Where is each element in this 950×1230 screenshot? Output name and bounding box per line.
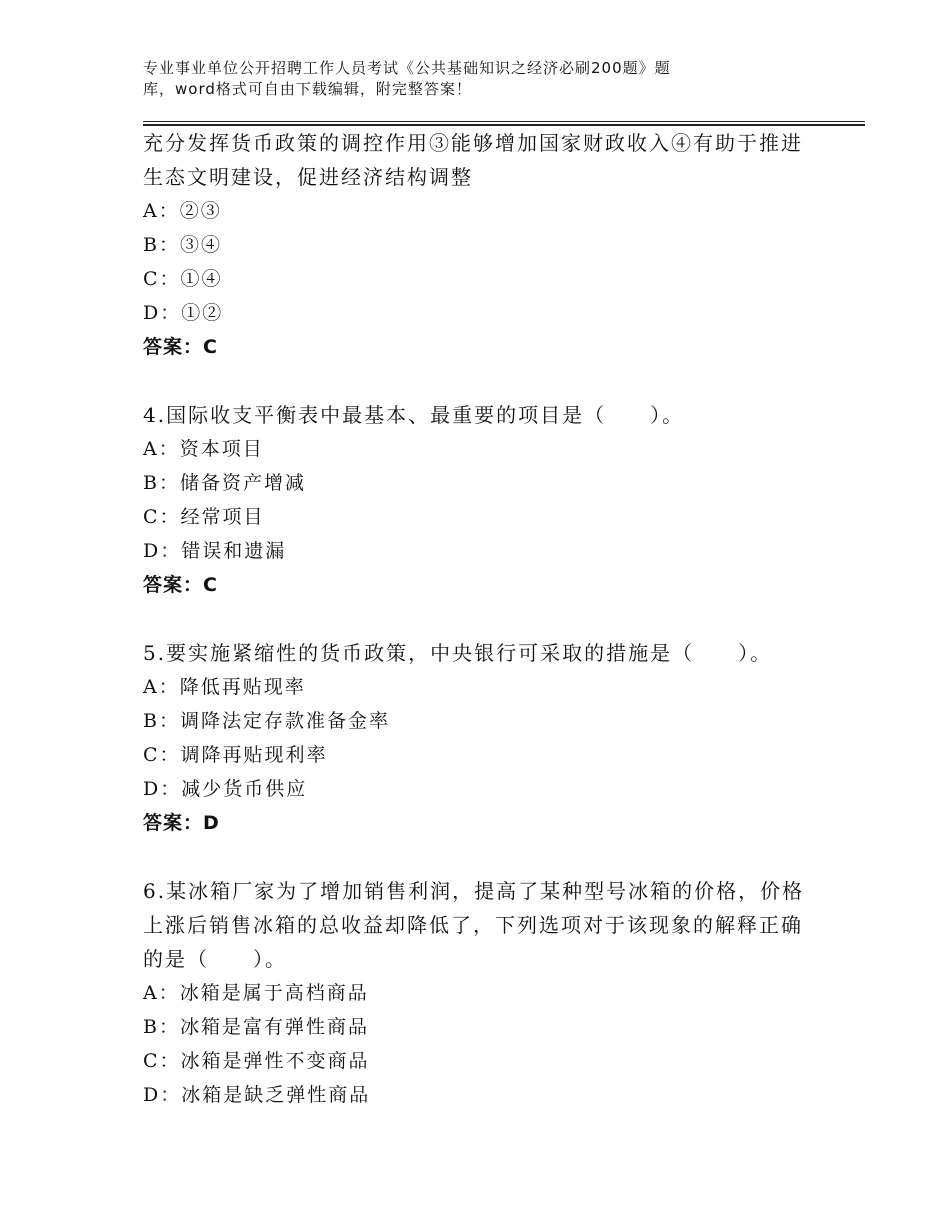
question-text-line: 4.国际收支平衡表中最基本、最重要的项目是（ ）。: [143, 403, 685, 427]
option-a: A：冰箱是属于高档商品: [143, 982, 369, 1004]
question-text-line: 充分发挥货币政策的调控作用③能够增加国家财政收入④有助于推进: [143, 131, 803, 155]
option-a: A：资本项目: [143, 438, 264, 460]
option-c: C：①④: [143, 268, 223, 290]
option-c: C：冰箱是弹性不变商品: [143, 1050, 370, 1072]
question-text-line: 上涨后销售冰箱的总收益却降低了，下列选项对于该现象的解释正确: [143, 913, 803, 937]
question-3: [143, 126, 863, 364]
answer-label: 答案：C: [143, 574, 218, 596]
option-b: B：储备资产增减: [143, 472, 306, 494]
spacer: [143, 840, 863, 874]
option-d: D：减少货币供应: [143, 778, 308, 800]
option-d: D：①②: [143, 302, 224, 324]
option-c: C：经常项目: [143, 506, 265, 528]
header-line-1: 专业事业单位公开招聘工作人员考试《公共基础知识之经济必刷200题》题: [143, 59, 671, 77]
question-text-line: 6.某冰箱厂家为了增加销售利润，提高了某种型号冰箱的价格，价格: [143, 879, 805, 903]
question-text-line: 的是（ ）。: [143, 947, 287, 971]
option-b: B：③④: [143, 234, 222, 256]
option-b: B：调降法定存款准备金率: [143, 710, 390, 732]
header-line-2: 库，word格式可自由下载编辑，附完整答案！: [143, 80, 472, 98]
option-b: B：冰箱是富有弹性商品: [143, 1016, 369, 1038]
answer-label: 答案：C: [143, 336, 218, 358]
question-text-line: 生态文明建设，促进经济结构调整: [143, 165, 473, 189]
option-c: C：调降再贴现利率: [143, 744, 328, 766]
question-6: [143, 874, 863, 1112]
option-d: D：冰箱是缺乏弹性商品: [143, 1084, 371, 1106]
question-4: [143, 398, 863, 602]
document-body: [143, 126, 863, 1112]
question-text-line: 5.要实施紧缩性的货币政策，中央银行可采取的措施是（ ）。: [143, 641, 773, 665]
answer-label: 答案：D: [143, 812, 220, 834]
option-a: A：降低再贴现率: [143, 676, 306, 698]
header-rule-thin: [143, 121, 865, 122]
spacer: [143, 364, 863, 398]
question-5: [143, 636, 863, 840]
option-a: A：②③: [143, 200, 222, 222]
option-d: D：错误和遗漏: [143, 540, 287, 562]
document-header: [143, 58, 843, 100]
spacer: [143, 602, 863, 636]
